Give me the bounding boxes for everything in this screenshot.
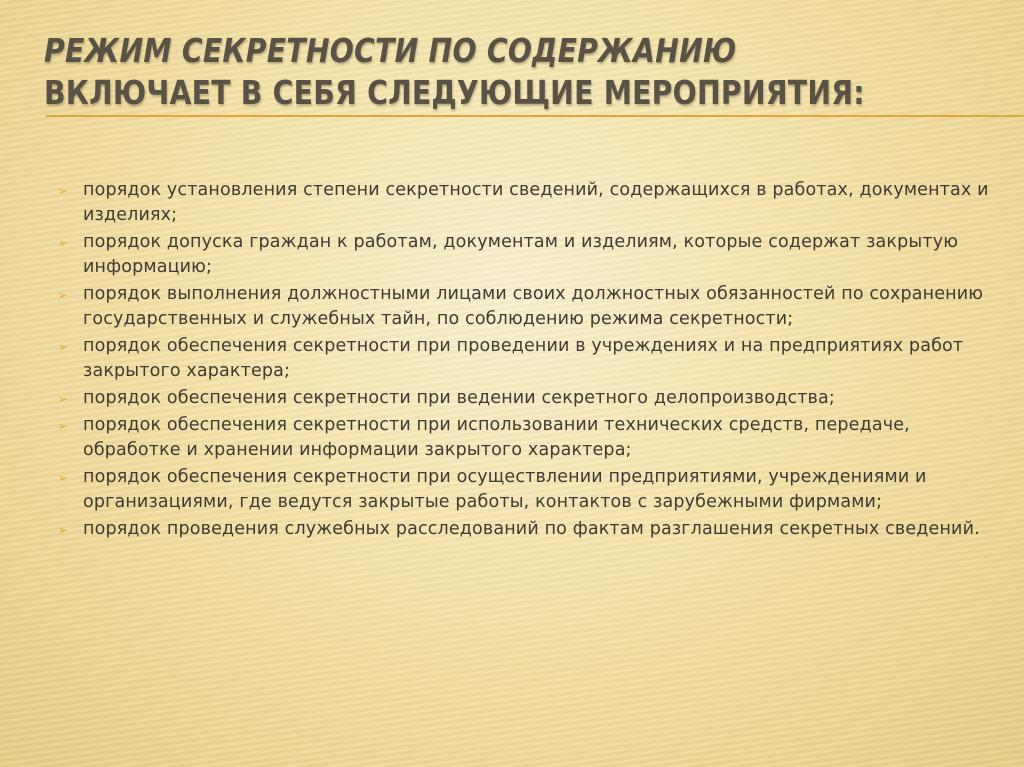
bullet-text: порядок обеспечения секретности при проведении в учреждениях и на предприятиях работ закрытого характера; [83, 336, 964, 381]
arrow-right-icon: ➢ [58, 523, 69, 537]
slide-title-emphasis: РЕЖИМ СЕКРЕТНОСТИ ПО СОДЕРЖАНИЮ [44, 31, 737, 70]
bullet-text: порядок обеспечения секретности при осуществлении предприятиями, учреждениями и организациями, где ведутся закрытые работы, контактов с зарубежными фирмами; [83, 467, 927, 512]
bullet-item [58, 230, 1008, 280]
slide-title [44, 30, 870, 114]
title-divider [46, 115, 1024, 117]
bullet-text: порядок допуска граждан к работам, документам и изделиям, которые содержат закрытую информацию; [83, 232, 959, 277]
bullet-item [58, 386, 1008, 411]
bullet-text: порядок установления степени секретности сведений, содержащихся в работах, документах и изделиях; [83, 180, 989, 225]
arrow-right-icon: ➢ [58, 392, 69, 406]
arrow-right-icon: ➢ [58, 340, 69, 354]
bullet-list [58, 178, 1008, 544]
bullet-text: порядок обеспечения секретности при использовании технических средств, передаче, обработке и хранении информации закрытого характера; [83, 415, 910, 460]
slide-title-rest: ВКЛЮЧАЕТ В СЕБЯ СЛЕДУЮЩИЕ МЕРОПРИЯТИЯ: [44, 73, 865, 112]
arrow-right-icon: ➢ [58, 471, 69, 485]
arrow-right-icon: ➢ [58, 288, 69, 302]
bullet-item [58, 413, 1008, 463]
bullet-item [58, 517, 1008, 542]
bullet-text: порядок проведения служебных расследований по фактам разглашения секретных сведений. [83, 519, 980, 539]
arrow-right-icon: ➢ [58, 184, 69, 198]
arrow-right-icon: ➢ [58, 419, 69, 433]
bullet-item [58, 178, 1008, 228]
arrow-right-icon: ➢ [58, 236, 69, 250]
bullet-item [58, 282, 1008, 332]
bullet-item [58, 465, 1008, 515]
bullet-item [58, 334, 1008, 384]
bullet-text: порядок обеспечения секретности при ведении секретного делопроизводства; [83, 388, 835, 408]
bullet-text: порядок выполнения должностными лицами своих должностных обязанностей по сохранению государственных и служебных тайн, по соблюдению режима секретности; [83, 284, 984, 329]
